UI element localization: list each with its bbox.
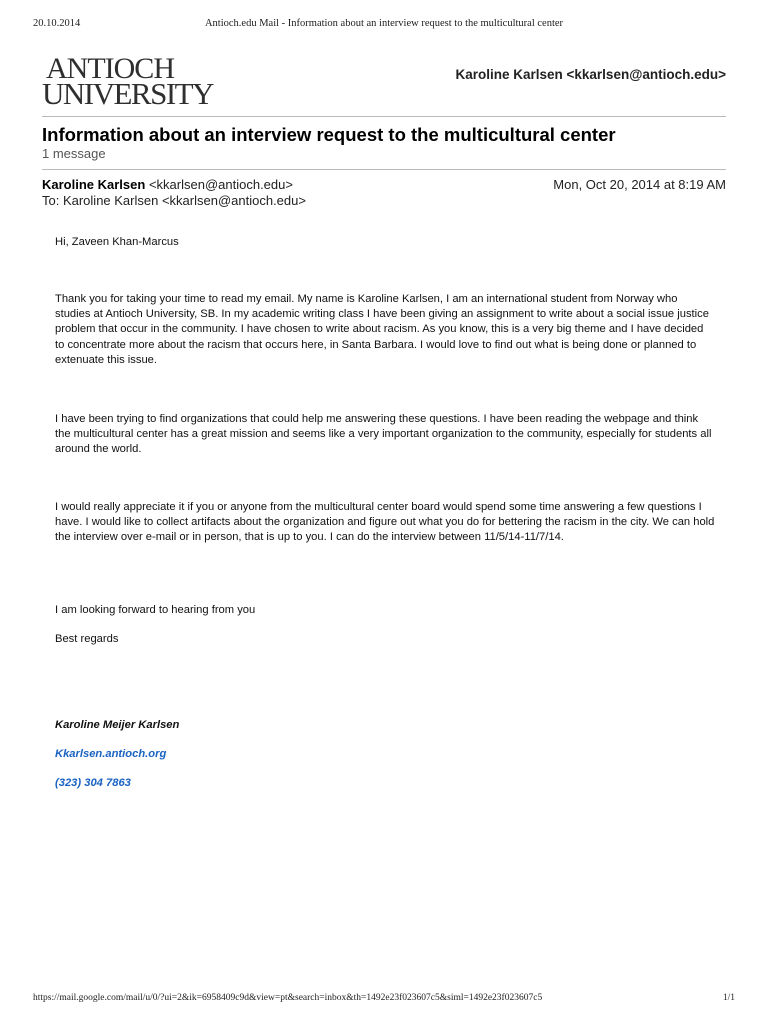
- greeting: Hi, Zaveen Khan-Marcus: [55, 236, 179, 248]
- thread-subject: Information about an interview request to the multicultural center: [42, 124, 616, 145]
- message-sender: [42, 177, 293, 192]
- message-count: 1 message: [42, 146, 106, 161]
- body-paragraph-3: I would really appreciate it if you or anyone from the multicultural center board would spend some time answering a few questions I have. I would like to collect artifacts about the organization and figure out what you do for bettering the racism in the city. We can hold the interview over e-mail or in person, that is up to you. I can do the interview between 11/5/14-11/7/14.: [55, 501, 715, 544]
- thread-divider: [42, 169, 726, 170]
- sign-off: Best regards: [55, 633, 119, 645]
- print-header: [0, 0, 768, 34]
- closing-line: I am looking forward to hearing from you: [55, 604, 256, 616]
- header-divider: [42, 116, 726, 117]
- logo-line-university: UNIVERSITY: [42, 76, 213, 111]
- signature-phone-link[interactable]: (323) 304 7863: [55, 777, 131, 789]
- sender-name: Karoline Karlsen: [42, 177, 146, 192]
- print-title: Antioch.edu Mail - Information about an interview request to the multicultural center: [204, 18, 564, 29]
- message-recipient: To: Karoline Karlsen <kkarlsen@antioch.edu>: [42, 193, 306, 208]
- body-paragraph-2: I have been trying to find organizations that could help me answering these questions. I have been reading the webpage and think the multicultural center has a great mission and seems like a very important organization to the community, especially for students all around the world.: [55, 413, 712, 456]
- sender-email: <kkarlsen@antioch.edu>: [148, 177, 293, 192]
- antioch-university-logo: [42, 50, 212, 110]
- print-page-number: 1/1: [722, 993, 735, 1003]
- account-identity: Karoline Karlsen <kkarlsen@antioch.edu>: [455, 67, 726, 82]
- print-date: 20.10.2014: [33, 18, 81, 29]
- print-footer-url: https://mail.google.com/mail/u/0/?ui=2&ik=6958409c9d&view=pt&search=inbox&th=1492e23f023607c5&siml=1492e23f023607c5: [33, 993, 543, 1003]
- body-paragraph-1: Thank you for taking your time to read my email. My name is Karoline Karlsen, I am an international student from Norway who studies at Antioch University, SB. In my academic writing class I have been giving an assignment to write about a social issue justice problem that occur in the community. I have chosen to write about racism. As you know, this is a very big theme and I have decided to concentrate more about the racism that occurs here, in Santa Barbara. I would love to find out what is being done or planned to extenuate this issue.: [55, 293, 709, 366]
- message-date: Mon, Oct 20, 2014 at 8:19 AM: [553, 177, 726, 192]
- signature-name: Karoline Meijer Karlsen: [55, 719, 180, 731]
- logo-line-antioch: ANTIOCH: [46, 52, 174, 85]
- signature-website-link[interactable]: Kkarlsen.antioch.org: [55, 748, 167, 760]
